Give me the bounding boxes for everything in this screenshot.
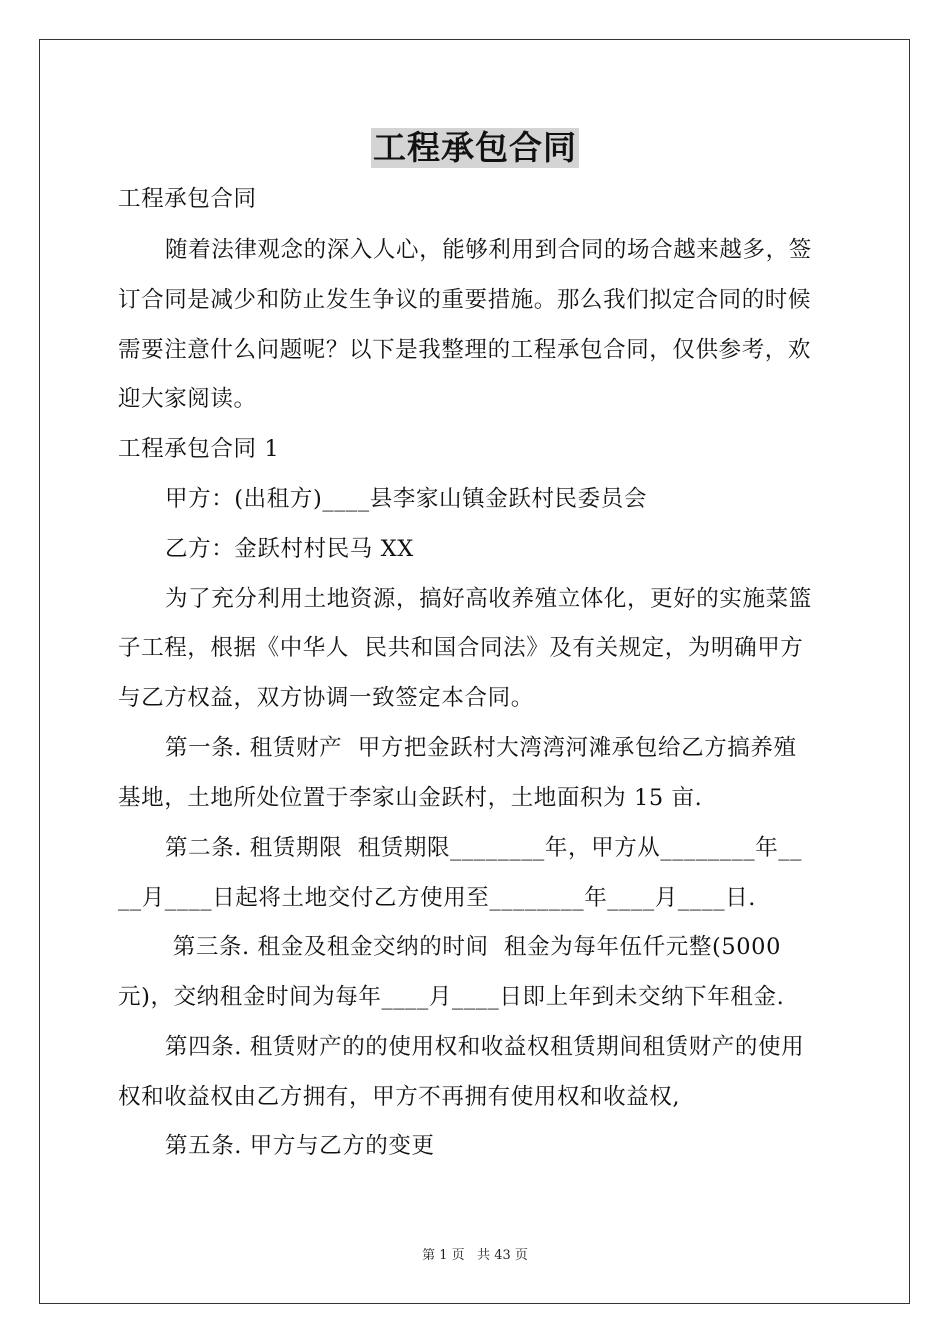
section-heading: 工程承包合同 bbox=[118, 186, 257, 212]
clause-line: 权和收益权由乙方拥有，甲方不再拥有使用权和收益权, bbox=[118, 1084, 681, 1110]
paragraph-line: 需要注意什么问题呢？以下是我整理的工程承包合同，仅供参考，欢 bbox=[118, 337, 812, 363]
clause-line: 第三条. 租金及租金交纳的时间 租金为每年伍仟元整(5000 bbox=[165, 934, 782, 960]
page-border bbox=[39, 39, 910, 1304]
clause-line: 第一条. 租赁财产 甲方把金跃村大湾湾河滩承包给乙方搞养殖 bbox=[165, 735, 797, 761]
clause-line: 第二条. 租赁期限 租赁期限________年，甲方从________年__ bbox=[165, 835, 803, 861]
clause-line: __月____日起将土地交付乙方使用至________年____月____日. bbox=[118, 885, 757, 911]
paragraph-line: 为了充分利用土地资源，搞好高收养殖立体化，更好的实施菜篮 bbox=[165, 586, 812, 612]
clause-line: 元)，交纳租金时间为每年____月____日即上年到未交纳下年租金. bbox=[118, 984, 785, 1010]
paragraph-line: 订合同是减少和防止发生争议的重要措施。那么我们拟定合同的时候 bbox=[118, 287, 812, 313]
clause-line: 第四条. 租赁财产的的使用权和收益权租赁期间租赁财产的使用 bbox=[165, 1034, 805, 1060]
document-title: 工程承包合同 bbox=[373, 128, 577, 167]
paragraph-line: 随着法律观念的深入人心，能够利用到合同的场合越来越多，签 bbox=[165, 237, 812, 263]
paragraph-line: 迎大家阅读。 bbox=[118, 386, 257, 412]
section-heading: 工程承包合同 1 bbox=[118, 436, 280, 462]
party-b-line: 乙方：金跃村村民马 XX bbox=[165, 536, 414, 562]
party-a-line: 甲方：(出租方)____县李家山镇金跃村民委员会 bbox=[165, 486, 647, 512]
paragraph-line: 与乙方权益，双方协调一致签定本合同。 bbox=[118, 685, 534, 711]
clause-line: 第五条. 甲方与乙方的变更 bbox=[165, 1133, 435, 1159]
page-indicator: 第 1 页 共 43 页 bbox=[422, 1248, 528, 1263]
paragraph-line: 子工程，根据《中华人 民共和国合同法》及有关规定，为明确甲方 bbox=[118, 635, 804, 661]
clause-line: 基地，土地所处位置于李家山金跃村，土地面积为 15 亩. bbox=[118, 785, 703, 811]
title-wrap bbox=[0, 128, 950, 168]
